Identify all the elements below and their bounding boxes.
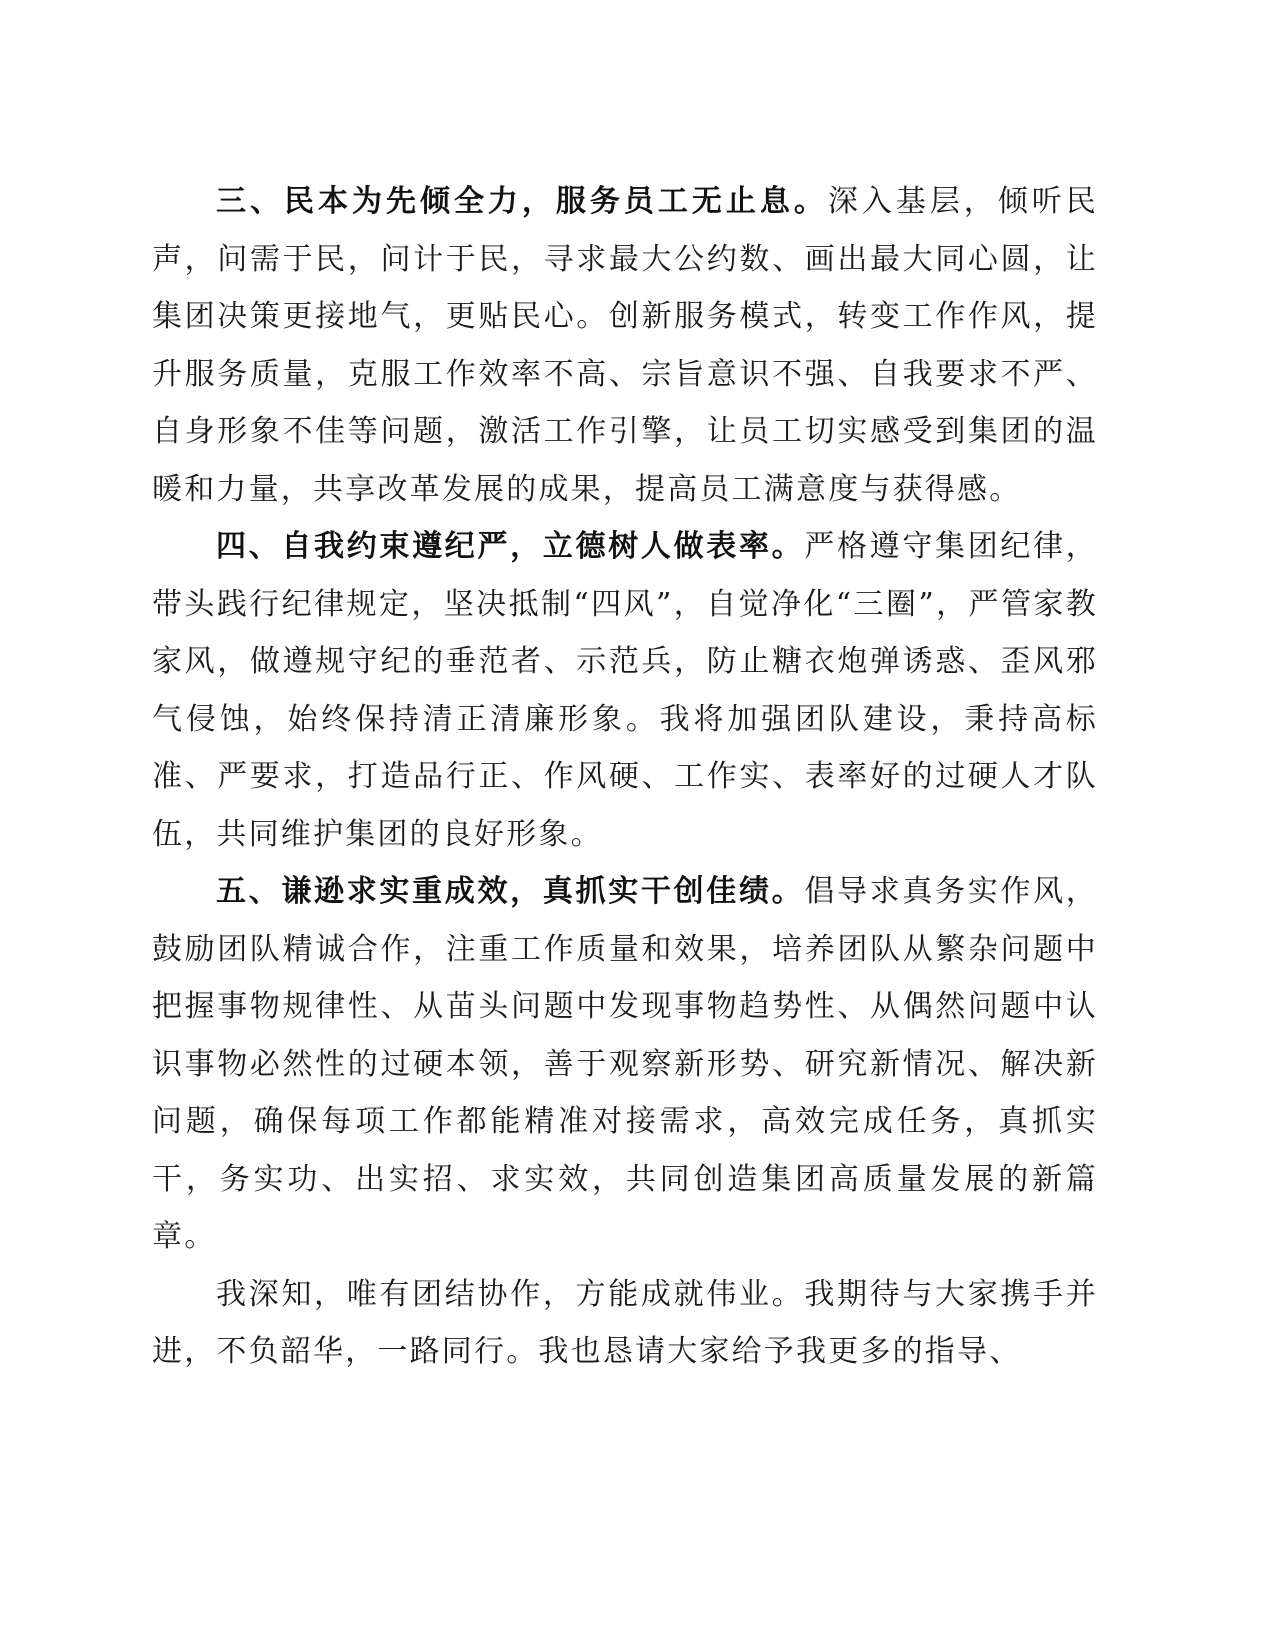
paragraph-4-heading: 四、自我约束遵纪严，立德树人做表率。 [216,529,805,564]
document-body [152,173,1098,1381]
paragraph-4 [152,518,1098,863]
paragraph-5-body: 倡导求真务实作风，鼓励团队精诚合作，注重工作质量和效果，培养团队从繁杂问题中把握事物规律性、从苗头问题中发现事物趋势性、从偶然问题中认识事物必然性的过硬本领，善于观察新形势、研究新情况、解决新问题，确保每项工作都能精准对接需求，高效完成任务，真抓实干，务实功、出实招、求实效，共同创造集团高质量发展的新篇章。 [152,874,1098,1254]
paragraph-3-heading: 三、民本为先倾全力，服务员工无止息。 [216,184,828,219]
paragraph-5-heading: 五、谦逊求实重成效，真抓实干创佳绩。 [216,874,805,909]
paragraph-4-body: 严格遵守集团纪律，带头践行纪律规定，坚决抵制“四风”，自觉净化“三圈”，严管家教家风，做遵规守纪的垂范者、示范兵，防止糖衣炮弹诱惑、歪风邪气侵蚀，始终保持清正清廉形象。我将加强团队建设，秉持高标准、严要求，打造品行正、作风硬、工作实、表率好的过硬人才队伍，共同维护集团的良好形象。 [152,529,1098,852]
paragraph-closing [152,1266,1098,1381]
paragraph-3 [152,173,1098,518]
paragraph-closing-body: 我深知，唯有团结协作，方能成就伟业。我期待与大家携手并进，不负韶华，一路同行。我也恳请大家给予我更多的指导、 [152,1276,1098,1369]
paragraph-3-body: 深入基层，倾听民声，问需于民，问计于民，寻求最大公约数、画出最大同心圆，让集团决策更接地气，更贴民心。创新服务模式，转变工作作风，提升服务质量，克服工作效率不高、宗旨意识不强、自我要求不严、自身形象不佳等问题，激活工作引擎，让员工切实感受到集团的温暖和力量，共享改革发展的成果，提高员工满意度与获得感。 [152,184,1098,507]
paragraph-5 [152,863,1098,1266]
